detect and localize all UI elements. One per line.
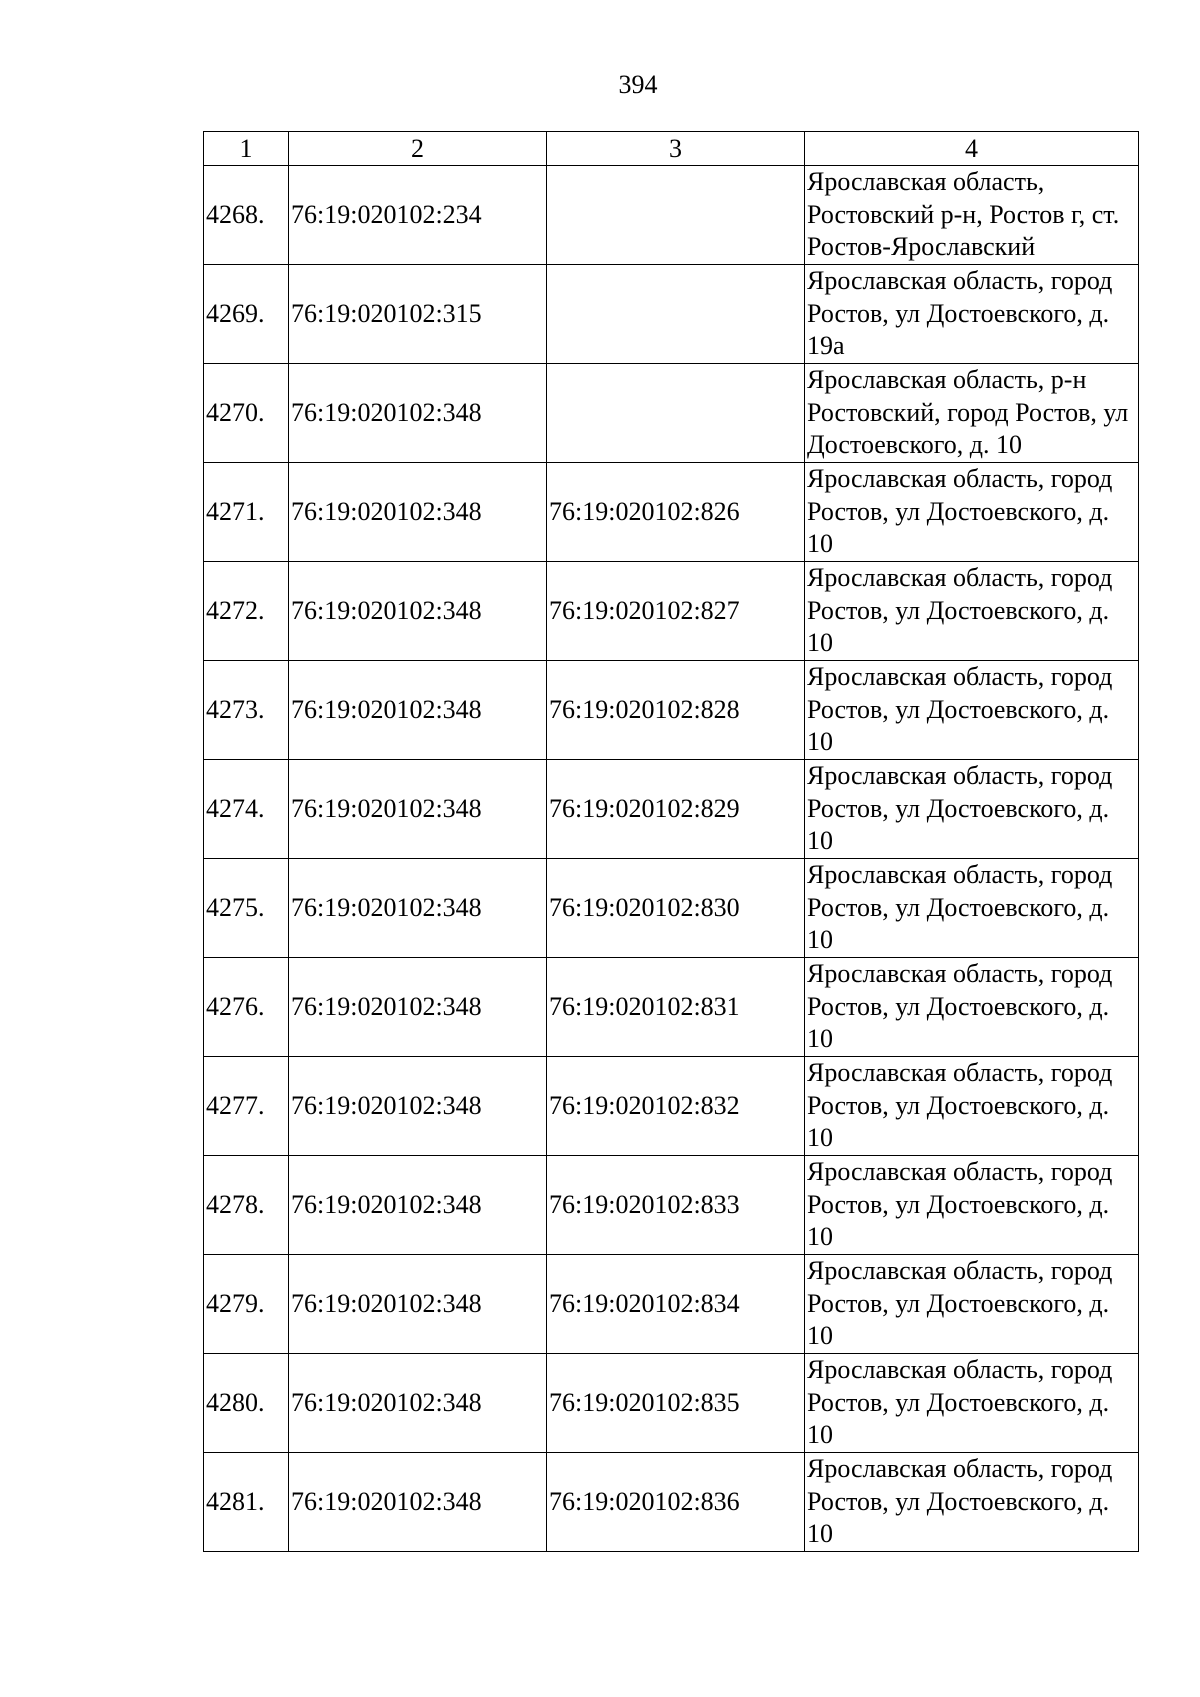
table-row (204, 661, 1139, 760)
address-cell: Ярославская область, город Ростов, ул Достоевского, д. 10 (805, 1057, 1139, 1156)
sub-cadastral-number-cell (547, 265, 805, 364)
cadastral-number-cell: 76:19:020102:348 (289, 1354, 547, 1453)
row-number-cell: 4279. (204, 1255, 289, 1354)
table-row (204, 166, 1139, 265)
sub-cadastral-number-cell: 76:19:020102:831 (547, 958, 805, 1057)
table-row (204, 364, 1139, 463)
cadastral-number-cell: 76:19:020102:348 (289, 859, 547, 958)
cadastral-number-cell: 76:19:020102:315 (289, 265, 547, 364)
table-row (204, 859, 1139, 958)
address-cell: Ярославская область, город Ростов, ул Достоевского, д. 10 (805, 463, 1139, 562)
registry-table (203, 131, 1139, 1552)
row-number-cell: 4270. (204, 364, 289, 463)
row-number-cell: 4277. (204, 1057, 289, 1156)
table-row (204, 958, 1139, 1057)
address-cell: Ярославская область, город Ростов, ул Достоевского, д. 10 (805, 859, 1139, 958)
sub-cadastral-number-cell: 76:19:020102:833 (547, 1156, 805, 1255)
address-cell: Ярославская область, город Ростов, ул Достоевского, д. 10 (805, 760, 1139, 859)
row-number-cell: 4281. (204, 1453, 289, 1552)
address-cell: Ярославская область, р-н Ростовский, город Ростов, ул Достоевского, д. 10 (805, 364, 1139, 463)
address-cell: Ярославская область, город Ростов, ул Достоевского, д. 10 (805, 1255, 1139, 1354)
address-cell: Ярославская область, город Ростов, ул Достоевского, д. 10 (805, 562, 1139, 661)
cadastral-number-cell: 76:19:020102:348 (289, 364, 547, 463)
page-number: 394 (618, 70, 658, 99)
address-cell: Ярославская область, город Ростов, ул Достоевского, д. 10 (805, 1354, 1139, 1453)
row-number-cell: 4273. (204, 661, 289, 760)
cadastral-number-cell: 76:19:020102:348 (289, 562, 547, 661)
address-cell: Ярославская область, Ростовский р-н, Ростов г, ст. Ростов-Ярославский (805, 166, 1139, 265)
address-cell: Ярославская область, город Ростов, ул Достоевского, д. 10 (805, 1156, 1139, 1255)
header-cell-3: 3 (547, 132, 805, 166)
header-row (204, 132, 1139, 166)
sub-cadastral-number-cell: 76:19:020102:834 (547, 1255, 805, 1354)
row-number-cell: 4268. (204, 166, 289, 265)
row-number-cell: 4278. (204, 1156, 289, 1255)
row-number-cell: 4271. (204, 463, 289, 562)
sub-cadastral-number-cell: 76:19:020102:826 (547, 463, 805, 562)
cadastral-number-cell: 76:19:020102:234 (289, 166, 547, 265)
header-cell-2: 2 (289, 132, 547, 166)
address-cell: Ярославская область, город Ростов, ул Достоевского, д. 19а (805, 265, 1139, 364)
sub-cadastral-number-cell: 76:19:020102:827 (547, 562, 805, 661)
row-number-cell: 4274. (204, 760, 289, 859)
sub-cadastral-number-cell: 76:19:020102:835 (547, 1354, 805, 1453)
cadastral-number-cell: 76:19:020102:348 (289, 958, 547, 1057)
table-row (204, 1255, 1139, 1354)
sub-cadastral-number-cell: 76:19:020102:832 (547, 1057, 805, 1156)
cadastral-number-cell: 76:19:020102:348 (289, 1156, 547, 1255)
sub-cadastral-number-cell: 76:19:020102:836 (547, 1453, 805, 1552)
row-number-cell: 4276. (204, 958, 289, 1057)
address-cell: Ярославская область, город Ростов, ул Достоевского, д. 10 (805, 958, 1139, 1057)
table-row (204, 1156, 1139, 1255)
cadastral-number-cell: 76:19:020102:348 (289, 463, 547, 562)
sub-cadastral-number-cell: 76:19:020102:830 (547, 859, 805, 958)
table-row (204, 265, 1139, 364)
sub-cadastral-number-cell (547, 364, 805, 463)
header-cell-1: 1 (204, 132, 289, 166)
table-row (204, 1057, 1139, 1156)
header-cell-4: 4 (805, 132, 1139, 166)
cadastral-number-cell: 76:19:020102:348 (289, 760, 547, 859)
address-cell: Ярославская область, город Ростов, ул Достоевского, д. 10 (805, 1453, 1139, 1552)
table-row (204, 1354, 1139, 1453)
address-cell: Ярославская область, город Ростов, ул Достоевского, д. 10 (805, 661, 1139, 760)
cadastral-number-cell: 76:19:020102:348 (289, 1057, 547, 1156)
table-row (204, 1453, 1139, 1552)
cadastral-number-cell: 76:19:020102:348 (289, 661, 547, 760)
row-number-cell: 4272. (204, 562, 289, 661)
row-number-cell: 4280. (204, 1354, 289, 1453)
table-body (204, 166, 1139, 1552)
table-row (204, 562, 1139, 661)
sub-cadastral-number-cell: 76:19:020102:828 (547, 661, 805, 760)
row-number-cell: 4269. (204, 265, 289, 364)
sub-cadastral-number-cell (547, 166, 805, 265)
sub-cadastral-number-cell: 76:19:020102:829 (547, 760, 805, 859)
table-row (204, 463, 1139, 562)
cadastral-number-cell: 76:19:020102:348 (289, 1453, 547, 1552)
table-row (204, 760, 1139, 859)
cadastral-number-cell: 76:19:020102:348 (289, 1255, 547, 1354)
row-number-cell: 4275. (204, 859, 289, 958)
table-header (204, 132, 1139, 166)
